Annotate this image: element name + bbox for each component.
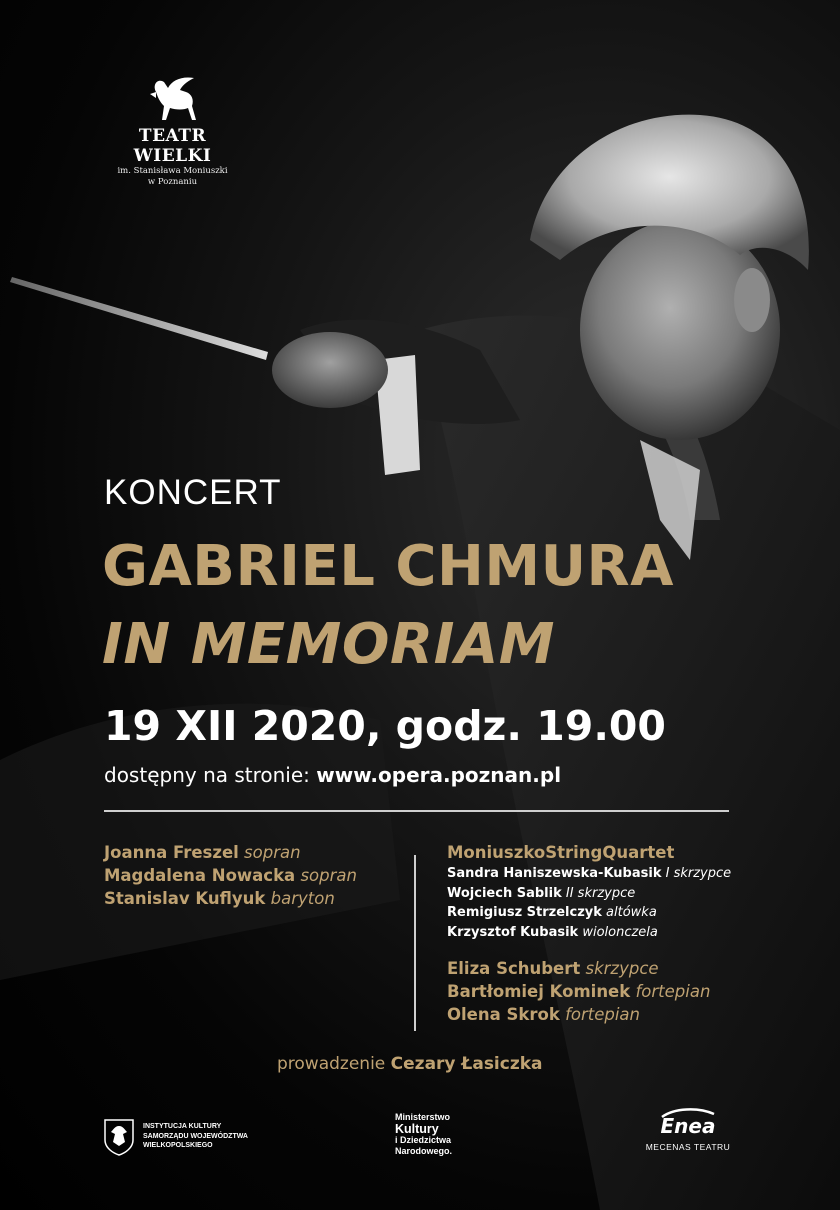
performer-role: II skrzypce [565, 885, 636, 901]
performer-name: Magdalena Nowacka [104, 866, 296, 885]
availability [104, 763, 561, 787]
performer-name: Joanna Freszel [104, 843, 239, 862]
institution-line-3: WIELKOPOLSKIEGO [143, 1142, 213, 1149]
host-line [277, 1054, 543, 1074]
performer-name: Bartłomiej Kominek [447, 982, 631, 1001]
pegasus-logo-icon [142, 72, 204, 124]
list-item [447, 957, 710, 980]
host-name: Cezary Łasiczka [390, 1054, 543, 1074]
list-item [447, 923, 731, 943]
performer-role: skrzypce [585, 959, 659, 978]
sponsor-label: MECENAS TEATRU [645, 1142, 731, 1152]
performer-name: Krzysztof Kubasik [447, 924, 579, 940]
host-label: prowadzenie [277, 1054, 386, 1074]
quartet-title: MoniuszkoStringQuartet [447, 843, 675, 862]
list-item [104, 841, 357, 864]
teatr-wielki-logo [100, 72, 245, 188]
list-item [104, 864, 357, 887]
performer-role: sopran [300, 866, 357, 885]
institution-line-1: INSTYTUCJA KULTURY [143, 1123, 222, 1130]
website-link[interactable]: www.opera.poznan.pl [316, 763, 562, 787]
event-type: KONCERT [104, 473, 282, 512]
institution-line-2: SAMORZĄDU WOJEWÓDZTWA [143, 1132, 248, 1140]
eagle-crest-icon [103, 1118, 135, 1156]
list-item [104, 887, 357, 910]
performer-name: Wojciech Sablik [447, 885, 562, 901]
title-line-2: IN MEMORIAM [102, 612, 556, 677]
list-item [447, 980, 710, 1003]
other-performers-list [447, 957, 710, 1026]
ministry-line-4: Narodowego. [395, 1146, 453, 1156]
logo-name: TEATR WIELKI [133, 126, 212, 166]
performer-role: fortepian [565, 1005, 640, 1024]
list-item [447, 1003, 710, 1026]
ministry-logo [395, 1112, 452, 1157]
title-line-1: GABRIEL CHMURA [102, 534, 675, 599]
ministry-line-2: Kultury [395, 1122, 439, 1136]
performer-role: fortepian [635, 982, 711, 1001]
ministry-line-3: i Dziedzictwa [395, 1135, 452, 1145]
list-item [447, 884, 731, 904]
list-item [447, 903, 731, 923]
logo-subtitle-2: w Poznaniu [147, 177, 198, 187]
availability-label: dostępny na stronie: [104, 763, 310, 787]
performer-role: sopran [244, 843, 301, 862]
sponsor-logo [643, 1108, 733, 1152]
horizontal-divider [104, 810, 729, 812]
performer-role: altówka [606, 905, 657, 920]
quartet-list [447, 841, 731, 942]
performer-name: Stanislav Kuflyuk [104, 889, 266, 908]
regional-institution-logo [103, 1118, 253, 1158]
soloists-list [104, 841, 357, 910]
ministry-line-1: Ministerstwo [395, 1112, 451, 1122]
performer-name: Olena Skrok [447, 1005, 560, 1024]
performer-role: baryton [270, 889, 335, 908]
performer-role: wiolonczela [582, 924, 658, 940]
list-item [447, 864, 731, 884]
vertical-divider [414, 855, 416, 1031]
performer-name: Sandra Haniszewska-Kubasik [447, 866, 662, 881]
performer-name: Remigiusz Strzelczyk [447, 905, 602, 920]
performer-role: I skrzypce [665, 866, 732, 881]
event-date: 19 XII 2020, godz. 19.00 [104, 702, 666, 750]
sponsor-name: Enea [660, 1114, 716, 1138]
performer-name: Eliza Schubert [447, 959, 581, 978]
logo-subtitle-1: im. Stanisława Moniuszki [117, 166, 228, 176]
